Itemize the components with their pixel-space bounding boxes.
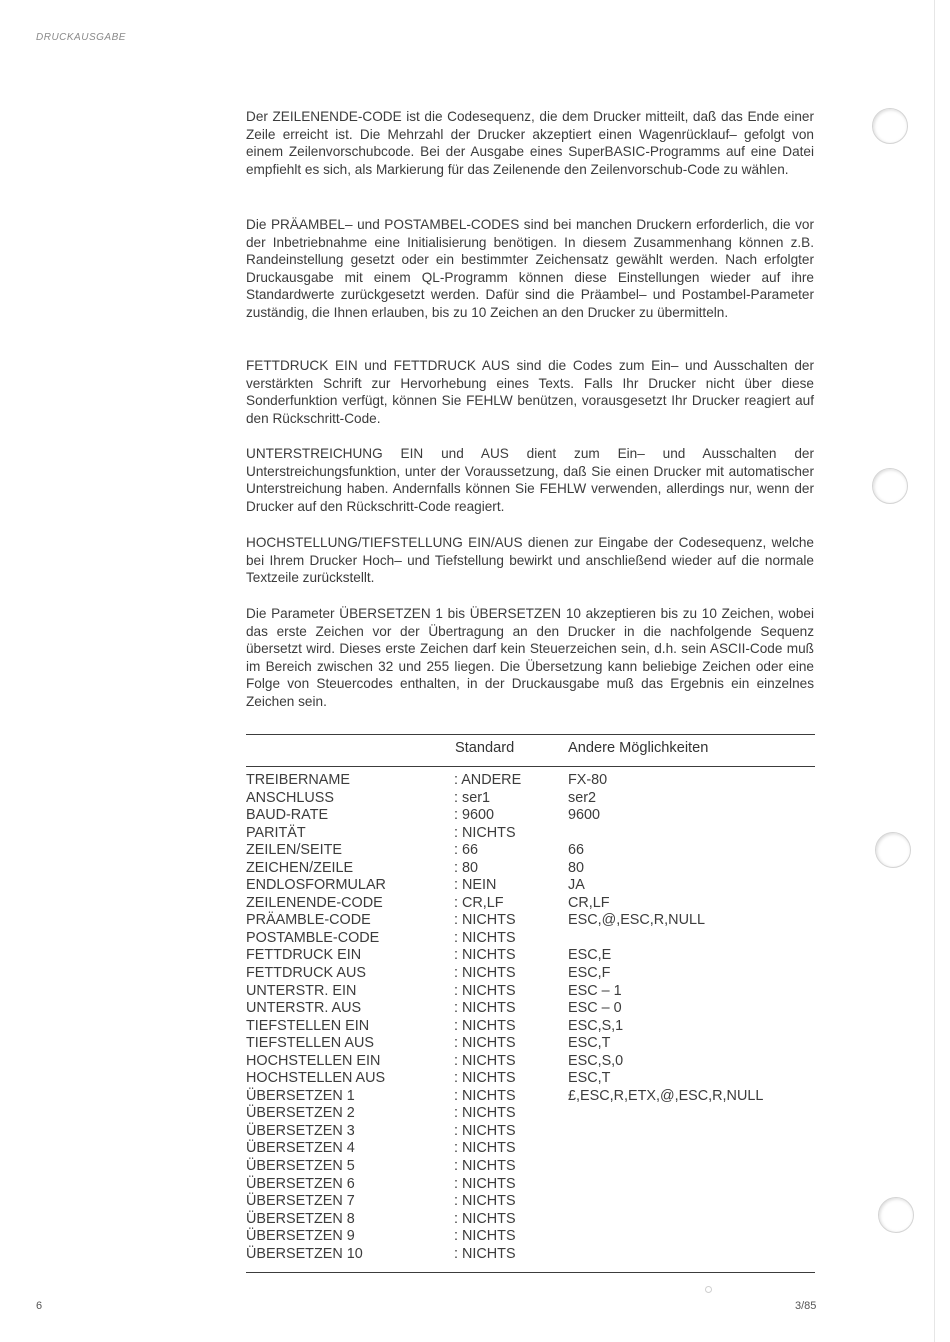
table-row	[246, 860, 815, 878]
alternative-value: ESC,@,ESC,R,NULL	[568, 912, 705, 929]
setting-name: ÜBERSETZEN 1	[246, 1087, 355, 1104]
setting-name: ZEILEN/SEITE	[246, 842, 342, 859]
table-row	[246, 930, 815, 948]
standard-value: : 80	[454, 859, 479, 876]
standard-value: : 9600	[454, 807, 495, 824]
page-number: 6	[36, 1300, 43, 1312]
alternative-value: ESC,F	[568, 965, 611, 982]
paragraph-zeilenende: Der ZEILENENDE-CODE ist die Codesequenz, die dem Drucker mitteilt, daß das Ende einer Zeile erreicht ist. Die Mehrzahl der Drucker akzeptiert einen Wagenrücklauf– gefolgt von einem Zeilenvorschubcode. Bei der Ausgabe eines SuperBASIC-Programms auf eine Datei empfiehlt es sich, als Markierung für das Zeilenende den Zeilenvorschub-Code zu wählen.	[246, 109, 814, 177]
table-top-rule	[246, 734, 815, 735]
alternative-value: 80	[568, 859, 585, 876]
paragraph-unterstreichung: UNTERSTREICHUNG EIN und AUS dient zum Ein– und Ausschalten der Unterstreichungsfunktion, unter der Voraussetzung, daß Sie einen Drucker mit automatischer Unterstreichung haben. Andernfalls können Sie FEHLW verwenden, allerdings nur, wenn der Drucker auf den Rückschritt-Code reagiert.	[246, 446, 814, 514]
paragraph-fettdruck: FETTDRUCK EIN und FETTDRUCK AUS sind die Codes zum Ein– und Ausschalten der verstärkten Schrift zur Hervorhebung eines Texts. Falls Ihr Drucker nicht über diese Sonderfunktion verfügt, können Sie FEHLW benützen, vorausgesetzt Ihr Drucker reagiert auf den Rückschritt-Code.	[246, 358, 814, 426]
table-row	[246, 1070, 815, 1088]
table-row	[246, 1140, 815, 1158]
setting-name: ÜBERSETZEN 8	[246, 1210, 355, 1227]
setting-name: POSTAMBLE-CODE	[246, 929, 380, 946]
standard-value: : NICHTS	[454, 929, 516, 946]
standard-value: : NICHTS	[454, 1193, 516, 1210]
table-row	[246, 1228, 815, 1246]
standard-value: : NICHTS	[454, 1070, 516, 1087]
table-row	[246, 895, 815, 913]
standard-value: : NICHTS	[454, 1122, 516, 1139]
table-row	[246, 1211, 815, 1229]
table-bottom-rule	[246, 1272, 815, 1273]
settings-table	[246, 772, 815, 1263]
standard-value: : NICHTS	[454, 1087, 516, 1104]
standard-value: : CR,LF	[454, 894, 504, 911]
table-row	[246, 912, 815, 930]
setting-name: ANSCHLUSS	[246, 789, 334, 806]
table-row	[246, 1053, 815, 1071]
table-row	[246, 1123, 815, 1141]
table-row	[246, 1158, 815, 1176]
alternative-value: 66	[568, 842, 585, 859]
standard-value: : NICHTS	[454, 1228, 516, 1245]
punch-hole	[872, 468, 908, 504]
alternative-value: ESC – 0	[568, 1000, 622, 1017]
table-row	[246, 825, 815, 843]
alternative-value: FX-80	[568, 772, 608, 788]
standard-value: : ANDERE	[454, 772, 522, 788]
setting-name: ÜBERSETZEN 7	[246, 1193, 355, 1210]
setting-name: TREIBERNAME	[246, 772, 350, 788]
setting-name: TIEFSTELLEN EIN	[246, 1017, 370, 1034]
table-row	[246, 947, 815, 965]
alternative-value: ESC,T	[568, 1035, 611, 1052]
standard-value: : NICHTS	[454, 1000, 516, 1017]
punch-hole	[872, 108, 908, 144]
table-row	[246, 877, 815, 895]
running-head: DRUCKAUSGABE	[36, 32, 126, 43]
setting-name: UNTERSTR. AUS	[246, 1000, 362, 1017]
standard-value: : ser1	[454, 789, 490, 806]
table-header-rule	[246, 766, 815, 767]
setting-name: ÜBERSETZEN 9	[246, 1228, 355, 1245]
setting-name: ÜBERSETZEN 3	[246, 1122, 355, 1139]
setting-name: ENDLOSFORMULAR	[246, 877, 386, 894]
table-row	[246, 790, 815, 808]
setting-name: FETTDRUCK EIN	[246, 947, 362, 964]
standard-value: : NICHTS	[454, 1140, 516, 1157]
punch-hole	[878, 1197, 914, 1233]
standard-value: : NICHTS	[454, 947, 516, 964]
setting-name: ÜBERSETZEN 6	[246, 1175, 355, 1192]
paragraph-praeambel: Die PRÄAMBEL– und POSTAMBEL-CODES sind bei manchen Druckern erforderlich, die vor der Inbetriebnahme eine Initialisierung benötigen. In diesem Zusammenhang können z.B. Randeinstellung gesetzt oder ein bestimmter Zeichensatz gewählt werden. Nach erfolgter Druckausgabe mit einem QL-Programm können diese Einstellungen wieder auf ihre Standardwerte zurückgesetzt werden. Dafür sind die Präambel– und Postambel-Parameter zuständig, die Ihnen erlauben, bis zu 10 Zeichen an den Drucker zu übermitteln.	[246, 217, 814, 320]
setting-name: TIEFSTELLEN AUS	[246, 1035, 374, 1052]
standard-value: : NICHTS	[454, 982, 516, 999]
table-row	[246, 842, 815, 860]
table-row	[246, 1035, 815, 1053]
setting-name: ÜBERSETZEN 4	[246, 1140, 355, 1157]
table-row	[246, 1193, 815, 1211]
standard-value: : NICHTS	[454, 824, 516, 841]
column-header-standard: Standard	[455, 740, 515, 756]
paragraph-uebersetzen: Die Parameter ÜBERSETZEN 1 bis ÜBERSETZEN 10 akzeptieren bis zu 10 Zeichen, wobei das erste Zeichen vor der Übertragung an den Drucker in die nachfolgende Sequenz übersetzt wird. Dieses erste Zeichen darf kein Steuerzeichen sein, d.h. sein ASCII-Code muß im Bereich zwischen 32 und 255 liegen. Die Übersetzung kann beliebige Zeichen oder eine Folge von Steuercodes enthalten, in der Druckausgabe muß das Ergebnis ein einzelnes Zeichen sein.	[246, 606, 814, 709]
setting-name: ÜBERSETZEN 10	[246, 1245, 363, 1262]
standard-value: : NEIN	[454, 877, 497, 894]
paper-speck	[705, 1286, 712, 1293]
alternative-value: ser2	[568, 789, 596, 806]
alternative-value: CR,LF	[568, 894, 610, 911]
setting-name: HOCHSTELLEN AUS	[246, 1070, 386, 1087]
setting-name: PRÄAMBLE-CODE	[246, 912, 371, 929]
setting-name: PARITÄT	[246, 824, 306, 841]
date-code: 3/85	[795, 1300, 817, 1312]
table-row	[246, 1246, 815, 1264]
alternative-value: ESC,T	[568, 1070, 611, 1087]
alternative-value: ESC,E	[568, 947, 612, 964]
setting-name: ZEICHEN/ZEILE	[246, 859, 354, 876]
column-header-alternatives: Andere Möglichkeiten	[568, 740, 709, 756]
setting-name: HOCHSTELLEN EIN	[246, 1052, 381, 1069]
table-row	[246, 1176, 815, 1194]
standard-value: : NICHTS	[454, 1175, 516, 1192]
standard-value: : 66	[454, 842, 479, 859]
alternative-value: £,ESC,R,ETX,@,ESC,R,NULL	[568, 1087, 764, 1104]
setting-name: ÜBERSETZEN 2	[246, 1105, 355, 1122]
standard-value: : NICHTS	[454, 1105, 516, 1122]
table-row	[246, 807, 815, 825]
standard-value: : NICHTS	[454, 965, 516, 982]
standard-value: : NICHTS	[454, 1052, 516, 1069]
alternative-value: 9600	[568, 807, 601, 824]
punch-hole	[875, 832, 911, 868]
standard-value: : NICHTS	[454, 912, 516, 929]
setting-name: FETTDRUCK AUS	[246, 965, 366, 982]
page-edge	[934, 0, 935, 1342]
table-row	[246, 1088, 815, 1106]
table-row	[246, 983, 815, 1001]
standard-value: : NICHTS	[454, 1210, 516, 1227]
alternative-value: ESC,S,1	[568, 1017, 624, 1034]
table-row	[246, 1105, 815, 1123]
table-row	[246, 772, 815, 790]
setting-name: ZEILENENDE-CODE	[246, 894, 383, 911]
table-row	[246, 1000, 815, 1018]
standard-value: : NICHTS	[454, 1035, 516, 1052]
standard-value: : NICHTS	[454, 1245, 516, 1262]
alternative-value: ESC – 1	[568, 982, 622, 999]
table-row	[246, 965, 815, 983]
alternative-value: ESC,S,0	[568, 1052, 624, 1069]
table-row	[246, 1018, 815, 1036]
alternative-value: JA	[568, 877, 585, 894]
paragraph-hochstellung: HOCHSTELLUNG/TIEFSTELLUNG EIN/AUS dienen zur Eingabe der Codesequenz, welche bei Ihrem Drucker Hoch– und Tiefstellung bewirkt und anschließend wieder auf die normale Textzeile zurückstellt.	[246, 535, 814, 585]
standard-value: : NICHTS	[454, 1017, 516, 1034]
setting-name: BAUD-RATE	[246, 807, 329, 824]
standard-value: : NICHTS	[454, 1158, 516, 1175]
setting-name: ÜBERSETZEN 5	[246, 1158, 355, 1175]
setting-name: UNTERSTR. EIN	[246, 982, 357, 999]
